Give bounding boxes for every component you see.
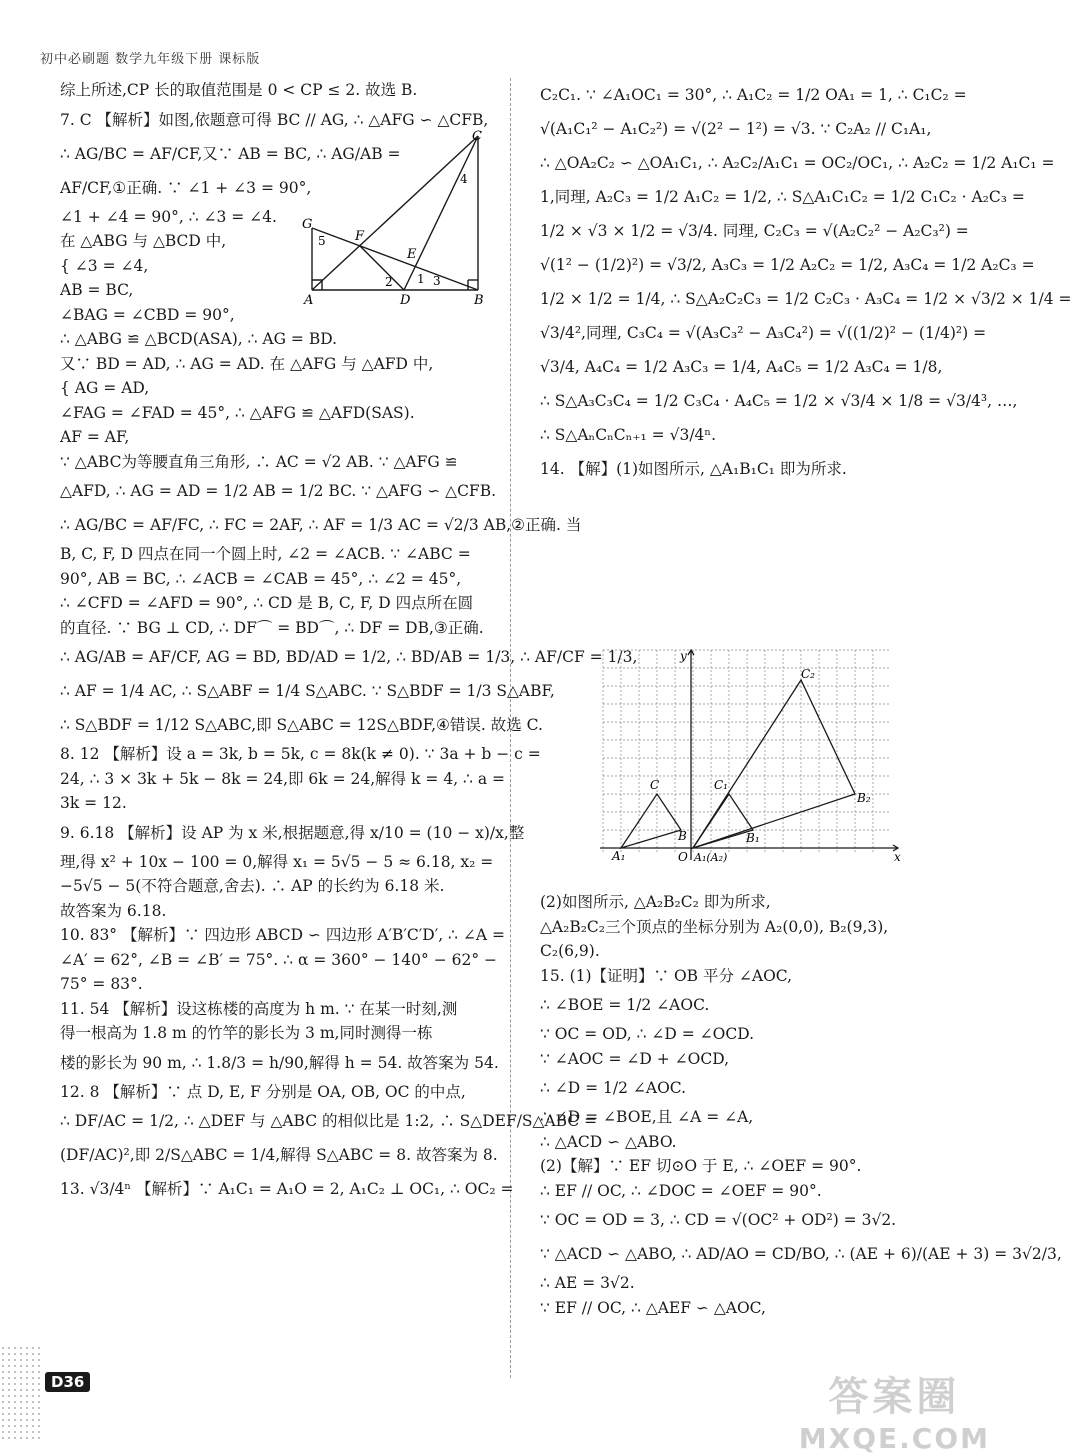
text-line: ∴ S△A₃C₃C₄ = 1/2 C₃C₄ · A₄C₅ = 1/2 × √3/4 × 1/8 = √3/4³, …, [540, 392, 1018, 410]
question-8-line: 8. 12 【解析】设 a = 3k, b = 5k, c = 8k(k ≠ 0). ∵ 3a + b − c = [60, 745, 541, 763]
question-15-line: 15. (1)【证明】∵ OB 平分 ∠AOC, [540, 966, 793, 985]
text-line: { ∠3 = ∠4, [60, 256, 149, 275]
text-line: 90°, AB = BC, ∴ ∠ACB = ∠CAB = 45°, ∴ ∠2 = 45°, [60, 569, 462, 588]
text-line: ∴ △ABG ≌ △BCD(ASA), ∴ AG = BD. [60, 330, 338, 348]
text-line: ∴ ∠CFD = ∠AFD = 90°, ∴ CD 是 B, C, F, D 四点所在圆 [60, 594, 474, 612]
text-line: ∴ ∠D = ∠BOE,且 ∠A = ∠A, [540, 1108, 754, 1126]
text-line: ∴ AE = 3√2. [540, 1274, 635, 1292]
triangle-figure [300, 128, 490, 308]
text-line: 又∵ BD = AD, ∴ AG = AD. 在 △AFG 与 △AFD 中, [60, 354, 434, 373]
text-line: ∴ S△BDF = 1/12 S△ABC,即 S△ABC = 12S△BDF,④错误. 故选 C. [60, 716, 543, 734]
label-G: G [302, 217, 313, 232]
text-line: ∵ △ABC为等腰直角三角形, ∴ AC = √2 AB. ∵ △AFG ≌ [60, 452, 458, 471]
text-line: ∵ OC = OD, ∴ ∠D = ∠OCD. [540, 1025, 755, 1043]
point-B1: B₁ [746, 831, 760, 845]
text-line: −5√5 − 5(不符合题意,舍去). ∴ AP 的长约为 6.18 米. [60, 877, 445, 895]
text-line: ∠A′ = 62°, ∠B = ∠B′ = 75°. ∴ α = 360° − 140° − 62° − [60, 950, 497, 969]
label-C: C [472, 129, 482, 144]
text-line: 故答案为 6.18. [60, 901, 167, 920]
text-line: AB = BC, [60, 281, 134, 299]
text-line: ∴ EF // OC, ∴ ∠DOC = ∠OEF = 90°. [540, 1181, 822, 1200]
angle-mark-4: 4 [460, 172, 468, 186]
text-line: (2)【解】∵ EF 切⊙O 于 E, ∴ ∠OEF = 90°. [540, 1157, 862, 1175]
text-line: ∴ AG/AB = AF/CF, AG = BD, BD/AD = 1/2, ∴ BD/AB = 1/3, ∴ AF/CF = 1/3, [60, 648, 638, 666]
text-line: (2)如图所示, △A₂B₂C₂ 即为所求, [540, 893, 771, 911]
text-line: 得一根高为 1.8 m 的竹竿的影长为 3 m,同时测得一栋 [60, 1024, 433, 1042]
point-C1: C₁ [714, 778, 728, 792]
label-A: A [304, 293, 314, 308]
question-9-line: 9. 6.18 【解析】设 AP 为 x 米,根据题意,得 x/10 = (10 − x)/x,整 [60, 823, 525, 842]
text-line: AF = AF, [60, 428, 130, 446]
axis-y-label: y [680, 649, 687, 663]
text-line: C₂C₁. ∵ ∠A₁OC₁ = 30°, ∴ A₁C₂ = 1/2 OA₁ = 1, ∴ C₁C₂ = [540, 86, 967, 104]
text-line: 75° = 83°. [60, 975, 143, 993]
text-line: (DF/AC)²,即 2/S△ABC = 1/4,解得 S△ABC = 8. 故答案为 8. [60, 1146, 498, 1164]
question-13-line: 13. √3/4ⁿ 【解析】∵ A₁C₁ = A₁O = 2, A₁C₂ ⊥ OC₁, ∴ OC₂ = [60, 1180, 514, 1198]
text-line: √(1² − (1/2)²) = √3/2, A₃C₃ = 1/2 A₂C₂ = 1/2, A₃C₄ = 1/2 A₂C₃ = [540, 256, 1035, 274]
question-7-line: 7. C 【解析】如图,依题意可得 BC // AG, ∴ △AFG ∽ △CFB, [60, 110, 489, 129]
text-line: { AG = AD, [60, 379, 150, 397]
text-line: 1,同理, A₂C₃ = 1/2 A₁C₂ = 1/2, ∴ S△A₁C₁C₂ = 1/2 C₁C₂ · A₂C₃ = [540, 188, 1025, 206]
text-line: √(A₁C₁² − A₁C₂²) = √(2² − 1²) = √3. ∵ C₂A₂ // C₁A₁, [540, 120, 932, 138]
text-line: C₂(6,9). [540, 942, 600, 960]
point-A1: A₁ [612, 849, 626, 863]
text-line: 在 △ABG 与 △BCD 中, [60, 232, 227, 250]
text-line: 的直径. ∵ BG ⊥ CD, ∴ DF⌒ = BD⌒, ∴ DF = DB,③正确. [60, 618, 484, 637]
angle-mark-1: 1 [417, 272, 425, 286]
watermark [799, 1365, 990, 1455]
text-line: 3k = 12. [60, 794, 127, 812]
angle-mark-2: 2 [385, 275, 393, 289]
origin-label: O [678, 850, 688, 864]
text-line: ∴ AG/BC = AF/CF,又∵ AB = BC, ∴ AG/AB = [60, 144, 401, 163]
label-E: E [407, 247, 417, 262]
question-12-line: 12. 8 【解析】∵ 点 D, E, F 分别是 OA, OB, OC 的中点, [60, 1082, 466, 1101]
question-11-line: 11. 54 【解析】设这栋楼的高度为 h m. ∵ 在某一时刻,测 [60, 999, 458, 1018]
point-C2: C₂ [801, 667, 815, 681]
text-line: ∴ ∠BOE = 1/2 ∠AOC. [540, 996, 710, 1014]
text-line: ∴ DF/AC = 1/2, ∴ △DEF 与 △ABC 的相似比是 1:2, ∴ S△DEF/S△ABC = [60, 1112, 598, 1130]
text-line: ∠FAG = ∠FAD = 45°, ∴ △AFG ≌ △AFD(SAS). [60, 403, 415, 422]
text-line: △A₂B₂C₂三个顶点的坐标分别为 A₂(0,0), B₂(9,3), [540, 917, 889, 936]
text-line: √3/4²,同理, C₃C₄ = √(A₃C₃² − A₃C₄²) = √((1/2)² − (1/4)²) = [540, 324, 987, 342]
text-line: ∴ △ACD ∽ △ABO. [540, 1132, 677, 1151]
angle-mark-3: 3 [433, 274, 441, 288]
text-line: AF/CF,①正确. ∵ ∠1 + ∠3 = 90°, [60, 178, 312, 197]
question-10-line: 10. 83° 【解析】∵ 四边形 ABCD ∽ 四边形 A′B′C′D′, ∴ ∠A = [60, 926, 505, 944]
text-line: ∵ △ACD ∽ △ABO, ∴ AD/AO = CD/BO, ∴ (AE + 6)/(AE + 3) = 3√2/3, [540, 1245, 1062, 1263]
angle-mark-5: 5 [318, 234, 326, 248]
corner-dot-pattern [0, 1345, 40, 1441]
text-line: ∠1 + ∠4 = 90°, ∴ ∠3 = ∠4. [60, 207, 277, 226]
text-line: 24, ∴ 3 × 3k + 5k − 8k = 24,即 6k = 24,解得 k = 4, ∴ a = [60, 769, 505, 788]
text-line: √3/4, A₄C₄ = 1/2 A₃C₃ = 1/4, A₄C₅ = 1/2 A₃C₄ = 1/8, [540, 358, 943, 376]
right-column [540, 78, 1072, 486]
point-C: C [650, 778, 660, 792]
page-number: D36 [45, 1372, 90, 1392]
point-A2: A₁(A₂) [694, 851, 728, 864]
point-B2: B₂ [857, 791, 871, 805]
text-line: ∴ △OA₂C₂ ∽ △OA₁C₁, ∴ A₂C₂/A₁C₁ = OC₂/OC₁, ∴ A₂C₂ = 1/2 A₁C₁ = [540, 154, 1055, 172]
label-D: D [400, 293, 411, 308]
text-line: 楼的影长为 90 m, ∴ 1.8/3 = h/90,解得 h = 54. 故答案为 54. [60, 1053, 499, 1072]
point-B: B [678, 829, 687, 843]
watermark-url: MXQE.COM [798, 1422, 990, 1455]
text-line: 理,得 x² + 10x − 100 = 0,解得 x₁ = 5√5 − 5 ≈ 6.18, x₂ = [60, 852, 494, 871]
text-line: B, C, F, D 四点在同一个圆上时, ∠2 = ∠ACB. ∵ ∠ABC = [60, 545, 471, 563]
watermark-logo-text: 答案圈 [828, 1374, 961, 1420]
label-F: F [355, 229, 365, 244]
axis-x-label: x [894, 850, 901, 864]
text-line: ∵ OC = OD = 3, ∴ CD = √(OC² + OD²) = 3√2. [540, 1211, 897, 1229]
text-line: ∴ AG/BC = AF/FC, ∴ FC = 2AF, ∴ AF = 1/3 AC = √2/3 AB,②正确. 当 [60, 516, 582, 534]
label-B: B [474, 293, 484, 308]
text-line: ∴ ∠D = 1/2 ∠AOC. [540, 1079, 687, 1097]
text-line: ∵ ∠AOC = ∠D + ∠OCD, [540, 1049, 729, 1068]
text-line: 1/2 × √3 × 1/2 = √3/4. 同理, C₂C₃ = √(A₂C₂² − A₂C₃²) = [540, 222, 969, 240]
question-14-line: 14. 【解】(1)如图所示, △A₁B₁C₁ 即为所求. [540, 460, 847, 478]
text-line: ∵ EF // OC, ∴ △AEF ∽ △AOC, [540, 1298, 766, 1317]
text-line: △AFD, ∴ AG = AD = 1/2 AB = 1/2 BC. ∵ △AFG ∽ △CFB. [60, 482, 497, 500]
text-line: 1/2 × 1/2 = 1/4, ∴ S△A₂C₂C₃ = 1/2 C₂C₃ · A₃C₄ = 1/2 × √3/2 × 1/4 = [540, 290, 1072, 308]
text-line: ∴ AF = 1/4 AC, ∴ S△ABF = 1/4 S△ABC. ∵ S△BDF = 1/3 S△ABF, [60, 682, 555, 700]
text-line: 综上所述,CP 长的取值范围是 0 < CP ≤ 2. 故选 B. [60, 81, 418, 99]
right-column-lower [540, 890, 1062, 1320]
page-header: 初中必刷题 数学九年级下册 课标版 [40, 52, 261, 67]
text-line: ∴ S△AₙCₙCₙ₊₁ = √3/4ⁿ. [540, 426, 717, 444]
text-line: ∠BAG = ∠CBD = 90°, [60, 305, 235, 324]
coordinate-grid-figure [598, 648, 903, 863]
